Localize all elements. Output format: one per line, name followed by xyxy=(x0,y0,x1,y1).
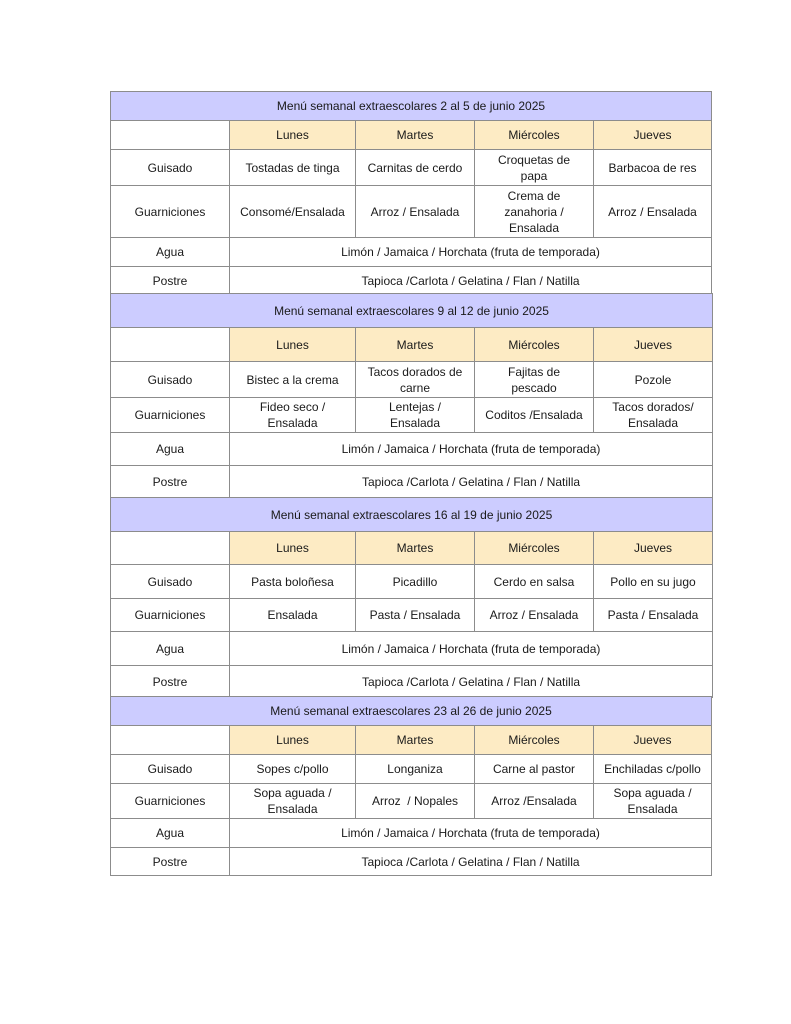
day-header-lunes: Lunes xyxy=(230,726,356,755)
row-label-guisado: Guisado xyxy=(111,565,230,599)
guisado-cell: Picadillo xyxy=(356,565,475,599)
row-label-guarniciones: Guarniciones xyxy=(111,784,230,819)
row-label-postre: Postre xyxy=(111,466,230,498)
guarniciones-cell: Pasta / Ensalada xyxy=(594,599,713,632)
guarniciones-cell: Pasta / Ensalada xyxy=(356,599,475,632)
day-header-miercoles: Miércoles xyxy=(475,121,594,150)
guisado-cell: Longaniza xyxy=(356,755,475,784)
day-header-martes: Martes xyxy=(356,328,475,362)
row-label-agua: Agua xyxy=(111,819,230,848)
guisado-cell: Tacos dorados de carne xyxy=(356,362,475,398)
day-header-martes: Martes xyxy=(356,121,475,150)
guisado-cell: Sopes c/pollo xyxy=(230,755,356,784)
day-header-jueves: Jueves xyxy=(594,121,712,150)
corner-cell xyxy=(111,328,230,362)
guisado-cell: Enchiladas c/pollo xyxy=(594,755,712,784)
day-header-miercoles: Miércoles xyxy=(475,532,594,565)
day-header-miercoles: Miércoles xyxy=(475,328,594,362)
row-label-guisado: Guisado xyxy=(111,150,230,186)
row-label-postre: Postre xyxy=(111,848,230,876)
row-label-postre: Postre xyxy=(111,666,230,698)
week-table-1 xyxy=(110,91,712,295)
day-header-lunes: Lunes xyxy=(230,532,356,565)
guisado-cell: Fajitas de pescado xyxy=(475,362,594,398)
row-label-agua: Agua xyxy=(111,433,230,466)
week-title: Menú semanal extraescolares 9 al 12 de junio 2025 xyxy=(111,294,713,328)
row-label-agua: Agua xyxy=(111,632,230,666)
row-label-guisado: Guisado xyxy=(111,755,230,784)
corner-cell xyxy=(111,532,230,565)
day-header-lunes: Lunes xyxy=(230,121,356,150)
agua-cell: Limón / Jamaica / Horchata (fruta de temporada) xyxy=(230,819,712,848)
corner-cell xyxy=(111,726,230,755)
row-label-guarniciones: Guarniciones xyxy=(111,186,230,238)
postre-cell: Tapioca /Carlota / Gelatina / Flan / Natilla xyxy=(230,267,712,295)
guarniciones-cell: Tacos dorados/ Ensalada xyxy=(594,398,713,433)
postre-cell: Tapioca /Carlota / Gelatina / Flan / Natilla xyxy=(230,666,713,698)
row-label-postre: Postre xyxy=(111,267,230,295)
agua-cell: Limón / Jamaica / Horchata (fruta de temporada) xyxy=(230,632,713,666)
row-label-guisado: Guisado xyxy=(111,362,230,398)
guisado-cell: Bistec a la crema xyxy=(230,362,356,398)
week-table-3 xyxy=(110,497,713,698)
day-header-jueves: Jueves xyxy=(594,726,712,755)
guarniciones-cell: Consomé/Ensalada xyxy=(230,186,356,238)
agua-cell: Limón / Jamaica / Horchata (fruta de temporada) xyxy=(230,238,712,267)
postre-cell: Tapioca /Carlota / Gelatina / Flan / Natilla xyxy=(230,466,713,498)
guisado-cell: Croquetas de papa xyxy=(475,150,594,186)
guisado-cell: Pasta boloñesa xyxy=(230,565,356,599)
guarniciones-cell: Sopa aguada / Ensalada xyxy=(594,784,712,819)
guisado-cell: Pozole xyxy=(594,362,713,398)
day-header-lunes: Lunes xyxy=(230,328,356,362)
guisado-cell: Cerdo en salsa xyxy=(475,565,594,599)
guarniciones-cell: Arroz / Nopales xyxy=(356,784,475,819)
row-label-guarniciones: Guarniciones xyxy=(111,398,230,433)
day-header-jueves: Jueves xyxy=(594,532,713,565)
guarniciones-cell: Arroz / Ensalada xyxy=(475,599,594,632)
guarniciones-cell: Crema de zanahoria / Ensalada xyxy=(475,186,594,238)
day-header-martes: Martes xyxy=(356,726,475,755)
guarniciones-cell: Fideo seco / Ensalada xyxy=(230,398,356,433)
guisado-cell: Tostadas de tinga xyxy=(230,150,356,186)
corner-cell xyxy=(111,121,230,150)
postre-cell: Tapioca /Carlota / Gelatina / Flan / Natilla xyxy=(230,848,712,876)
guarniciones-cell: Lentejas / Ensalada xyxy=(356,398,475,433)
week-title: Menú semanal extraescolares 23 al 26 de junio 2025 xyxy=(111,697,712,726)
guarniciones-cell: Coditos /Ensalada xyxy=(475,398,594,433)
day-header-miercoles: Miércoles xyxy=(475,726,594,755)
guisado-cell: Carne al pastor xyxy=(475,755,594,784)
guarniciones-cell: Arroz / Ensalada xyxy=(356,186,475,238)
guisado-cell: Pollo en su jugo xyxy=(594,565,713,599)
guarniciones-cell: Sopa aguada / Ensalada xyxy=(230,784,356,819)
row-label-guarniciones: Guarniciones xyxy=(111,599,230,632)
row-label-agua: Agua xyxy=(111,238,230,267)
guarniciones-cell: Arroz / Ensalada xyxy=(594,186,712,238)
week-table-2 xyxy=(110,293,713,498)
week-table-4 xyxy=(110,696,712,876)
guarniciones-cell: Arroz /Ensalada xyxy=(475,784,594,819)
day-header-jueves: Jueves xyxy=(594,328,713,362)
guisado-cell: Carnitas de cerdo xyxy=(356,150,475,186)
guisado-cell: Barbacoa de res xyxy=(594,150,712,186)
guarniciones-cell: Ensalada xyxy=(230,599,356,632)
week-title: Menú semanal extraescolares 2 al 5 de junio 2025 xyxy=(111,92,712,121)
week-title: Menú semanal extraescolares 16 al 19 de junio 2025 xyxy=(111,498,713,532)
agua-cell: Limón / Jamaica / Horchata (fruta de temporada) xyxy=(230,433,713,466)
day-header-martes: Martes xyxy=(356,532,475,565)
